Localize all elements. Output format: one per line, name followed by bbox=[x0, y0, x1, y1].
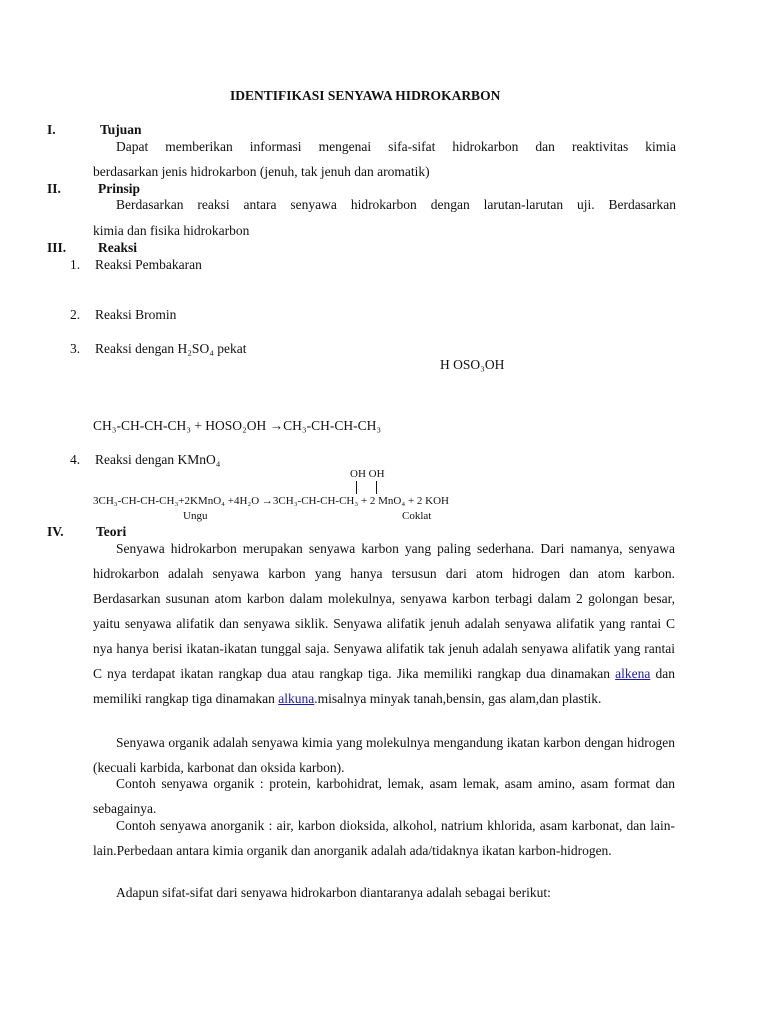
reaction-item-1-label: Reaksi Pembakaran bbox=[95, 257, 202, 272]
section-2-number: II. bbox=[47, 181, 61, 196]
section-2-text-line-1: Berdasarkan reaksi antara senyawa hidrokarbon dengan larutan-larutan uji. Berdasarkan bbox=[116, 197, 676, 212]
reaction-item-1-number: 1. bbox=[70, 257, 81, 272]
reaction-4-label-coklat: Coklat bbox=[402, 510, 432, 522]
section-4-heading: Teori bbox=[96, 524, 127, 539]
theory-p4-text: Contoh senyawa anorganik : air, karbon dioksida, alkohol, natrium khlorida, asam karbonat, dan lain-lain.Perbedaan antara kimia organik dan anorganik adalah ada/tidaknya ikatan karbon-hidrogen. bbox=[93, 818, 675, 858]
reaction-4-bond-line-1 bbox=[356, 481, 357, 494]
theory-paragraph-4 bbox=[93, 813, 675, 863]
theory-p3-text: Contoh senyawa organik : protein, karbohidrat, lemak, asam lemak, asam amino, asam format dan sebagainya. bbox=[93, 776, 675, 816]
section-1-text-line-2: berdasarkan jenis hidrokarbon (jenuh, tak jenuh dan aromatik) bbox=[93, 164, 430, 179]
reaction-item-4-number: 4. bbox=[70, 452, 81, 467]
theory-p1-text-b: dan memiliki rangkap tiga dinamakan bbox=[93, 666, 675, 706]
section-2-text-line-2: kimia dan fisika hidrokarbon bbox=[93, 223, 250, 238]
theory-p1-text-a: Senyawa hidrokarbon merupakan senyawa karbon yang paling sederhana. Dari namanya, senyawa hidrokarbon adalah senyawa karbon yang hanya tersusun dari atom hidrogen dan atom karbon. Berdasarkan susunan atom karbon dalam molekulnya, senyawa karbon terbagi dalam 2 golongan besar, yaitu senyawa alifatik dan senyawa siklik. Senyawa alifatik jenuh adalah senyawa alifatik yang rantai C nya hanya berisi ikatan-ikatan tunggal saja. Senyawa alifatik tak jenuh adalah senyawa alifatik yang rantai C nya terdapat ikatan rangkap dua atau rangkap tiga. Jika memiliki rangkap dua dinamakan bbox=[93, 541, 675, 681]
reaction-4-label-ungu: Ungu bbox=[183, 510, 208, 522]
alkuna-link[interactable]: alkuna bbox=[278, 691, 315, 706]
section-3-heading: Reaksi bbox=[98, 240, 138, 255]
reaction-item-2-label: Reaksi Bromin bbox=[95, 307, 177, 322]
section-4-number: IV. bbox=[47, 524, 64, 539]
reaction-item-4-label: Reaksi dengan KMnO₄ bbox=[95, 452, 221, 467]
reaction-item-3-number: 3. bbox=[70, 341, 81, 356]
theory-p2-text: Senyawa organik adalah senyawa kimia yang molekulnya mengandung ikatan karbon dengan hidrogen (kecuali karbida, karbonat dan oksida karbon). bbox=[93, 735, 675, 775]
alkena-link[interactable]: alkena bbox=[615, 666, 651, 681]
theory-p1-text-c: .misalnya minyak tanah,bensin, gas alam,dan plastik. bbox=[314, 691, 602, 706]
section-1-text-line-1: Dapat memberikan informasi mengenai sifa-sifat hidrokarbon dan reaktivitas kimia bbox=[116, 139, 676, 154]
reaction-item-2-number: 2. bbox=[70, 307, 81, 322]
reaction-3-equation: CH₃-CH-CH-CH₃ + HOSO₂OH →CH₃-CH-CH-CH₃ bbox=[93, 418, 382, 433]
theory-p5-text: Adapun sifat-sifat dari senyawa hidrokarbon diantaranya adalah sebagai berikut: bbox=[116, 885, 551, 900]
reaction-3-substituents: H OSO₃OH bbox=[440, 357, 505, 372]
reaction-4-hydroxyl-groups: OH OH bbox=[350, 468, 385, 480]
theory-paragraph-5 bbox=[93, 880, 675, 905]
document-title: IDENTIFIKASI SENYAWA HIDROKARBON bbox=[230, 88, 501, 103]
section-2-heading: Prinsip bbox=[98, 181, 141, 196]
theory-paragraph-1 bbox=[93, 536, 675, 711]
section-3-number: III. bbox=[47, 240, 67, 255]
section-1-heading: Tujuan bbox=[100, 122, 142, 137]
reaction-4-bond-line-2 bbox=[376, 481, 377, 494]
section-1-number: I. bbox=[47, 122, 56, 137]
reaction-4-equation: 3CH₃-CH-CH-CH₃+2KMnO₄ +4H₂O →3CH₃-CH-CH-CH₃ + 2 MnO₄ + 2 KOH bbox=[93, 495, 449, 507]
reaction-item-3-label: Reaksi dengan H₂SO₄ pekat bbox=[95, 341, 247, 356]
